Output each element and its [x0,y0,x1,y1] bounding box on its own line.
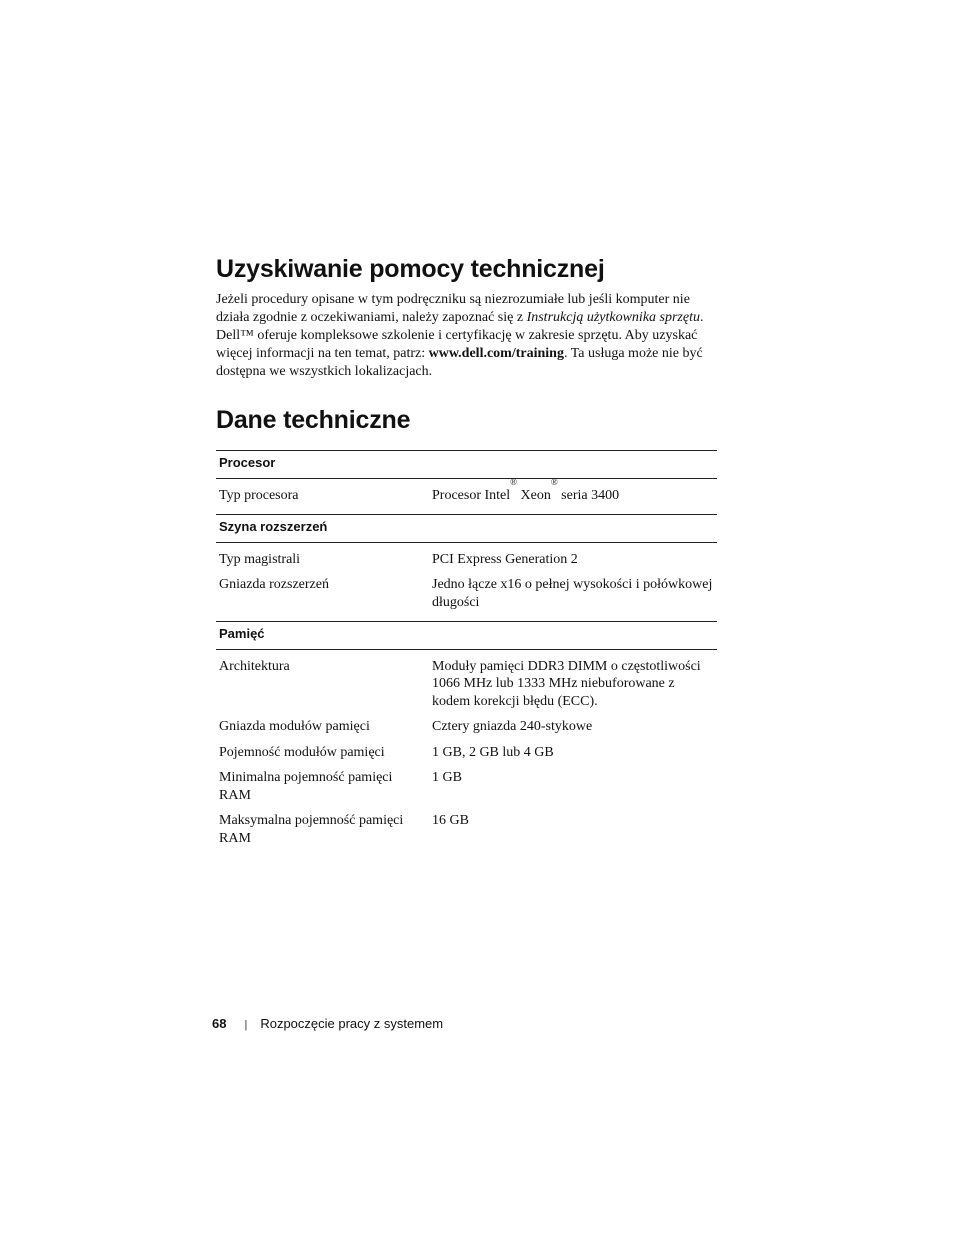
help-text-part-3: . Ta usługa może nie być dostępna we wszystkich lokalizacjach. [216,346,703,379]
section-header-processor [216,451,717,479]
spec-label: Maksymalna pojemność pamięci RAM [219,813,404,846]
spec-value: 16 GB [432,813,469,828]
spec-value: PCI Express Generation 2 [432,551,578,567]
spec-label: Gniazda rozszerzeń [219,577,329,592]
help-text-part-1: Jeżeli procedury opisane w tym podręczniku są niezrozumiałe lub jeśli komputer nie działa zgodnie z oczekiwaniami, należy zapoznać się z [216,292,690,325]
page-footer [212,1015,443,1034]
table-row [216,736,717,762]
table-row [216,804,717,847]
page-content [216,252,717,847]
registered-mark: ® [550,476,558,487]
page-number: 68 [212,1016,227,1031]
table-row [216,542,717,568]
spec-value: 1 GB [432,770,462,785]
specs-table [216,450,717,847]
spec-label: Gniazda modułów pamięci [219,719,370,734]
spec-value: 1 GB, 2 GB lub 4 GB [432,744,554,760]
registered-mark: ® [510,476,517,487]
footer-separator: | [244,1019,248,1031]
help-section-paragraph [216,291,716,381]
spec-label: Typ magistrali [219,551,301,567]
hardware-manual-title: Instrukcją użytkownika sprzętu [526,310,700,325]
section-heading: Procesor [216,451,717,479]
section-divider [216,504,717,515]
footer-title: Rozpoczęcie pracy z systemem [260,1016,444,1031]
spec-label: Typ procesora [219,487,299,503]
help-text-part-2: . Dell™ oferuje kompleksowe szkolenie i certyfikację w zakresie sprzętu. Aby uzyskać więcej informacji na ten temat, patrz: [216,310,704,361]
spec-value: Jedno łącze x16 o pełnej wysokości i połówkowej długości [432,577,713,610]
spec-label: Architektura [219,658,290,674]
table-row [216,761,717,804]
section-header-memory [216,622,717,650]
spec-value [429,478,717,504]
spec-label: Pojemność modułów pamięci [219,744,385,760]
table-row [216,710,717,736]
help-section-title: Uzyskiwanie pomocy technicznej [216,255,605,283]
spec-value-part: Procesor Intel [432,487,511,503]
section-heading: Szyna rozszerzeń [216,515,717,543]
specs-section-title: Dane techniczne [216,406,411,434]
section-header-expansion [216,515,717,543]
spec-value-part: Xeon [517,487,551,503]
table-row [216,478,717,504]
spec-value: Moduły pamięci DDR3 DIMM o częstotliwości 1066 MHz lub 1333 MHz niebuforowane z kodem korekcji błędu (ECC). [432,658,701,709]
spec-value-part: seria 3400 [557,487,620,503]
spec-value: Cztery gniazda 240-stykowe [432,719,593,734]
training-link[interactable]: www.dell.com/training [428,346,564,361]
spec-label: Minimalna pojemność pamięci RAM [219,770,393,803]
section-divider [216,611,717,622]
section-heading: Pamięć [216,622,717,650]
table-row [216,568,717,611]
table-row [216,649,717,710]
